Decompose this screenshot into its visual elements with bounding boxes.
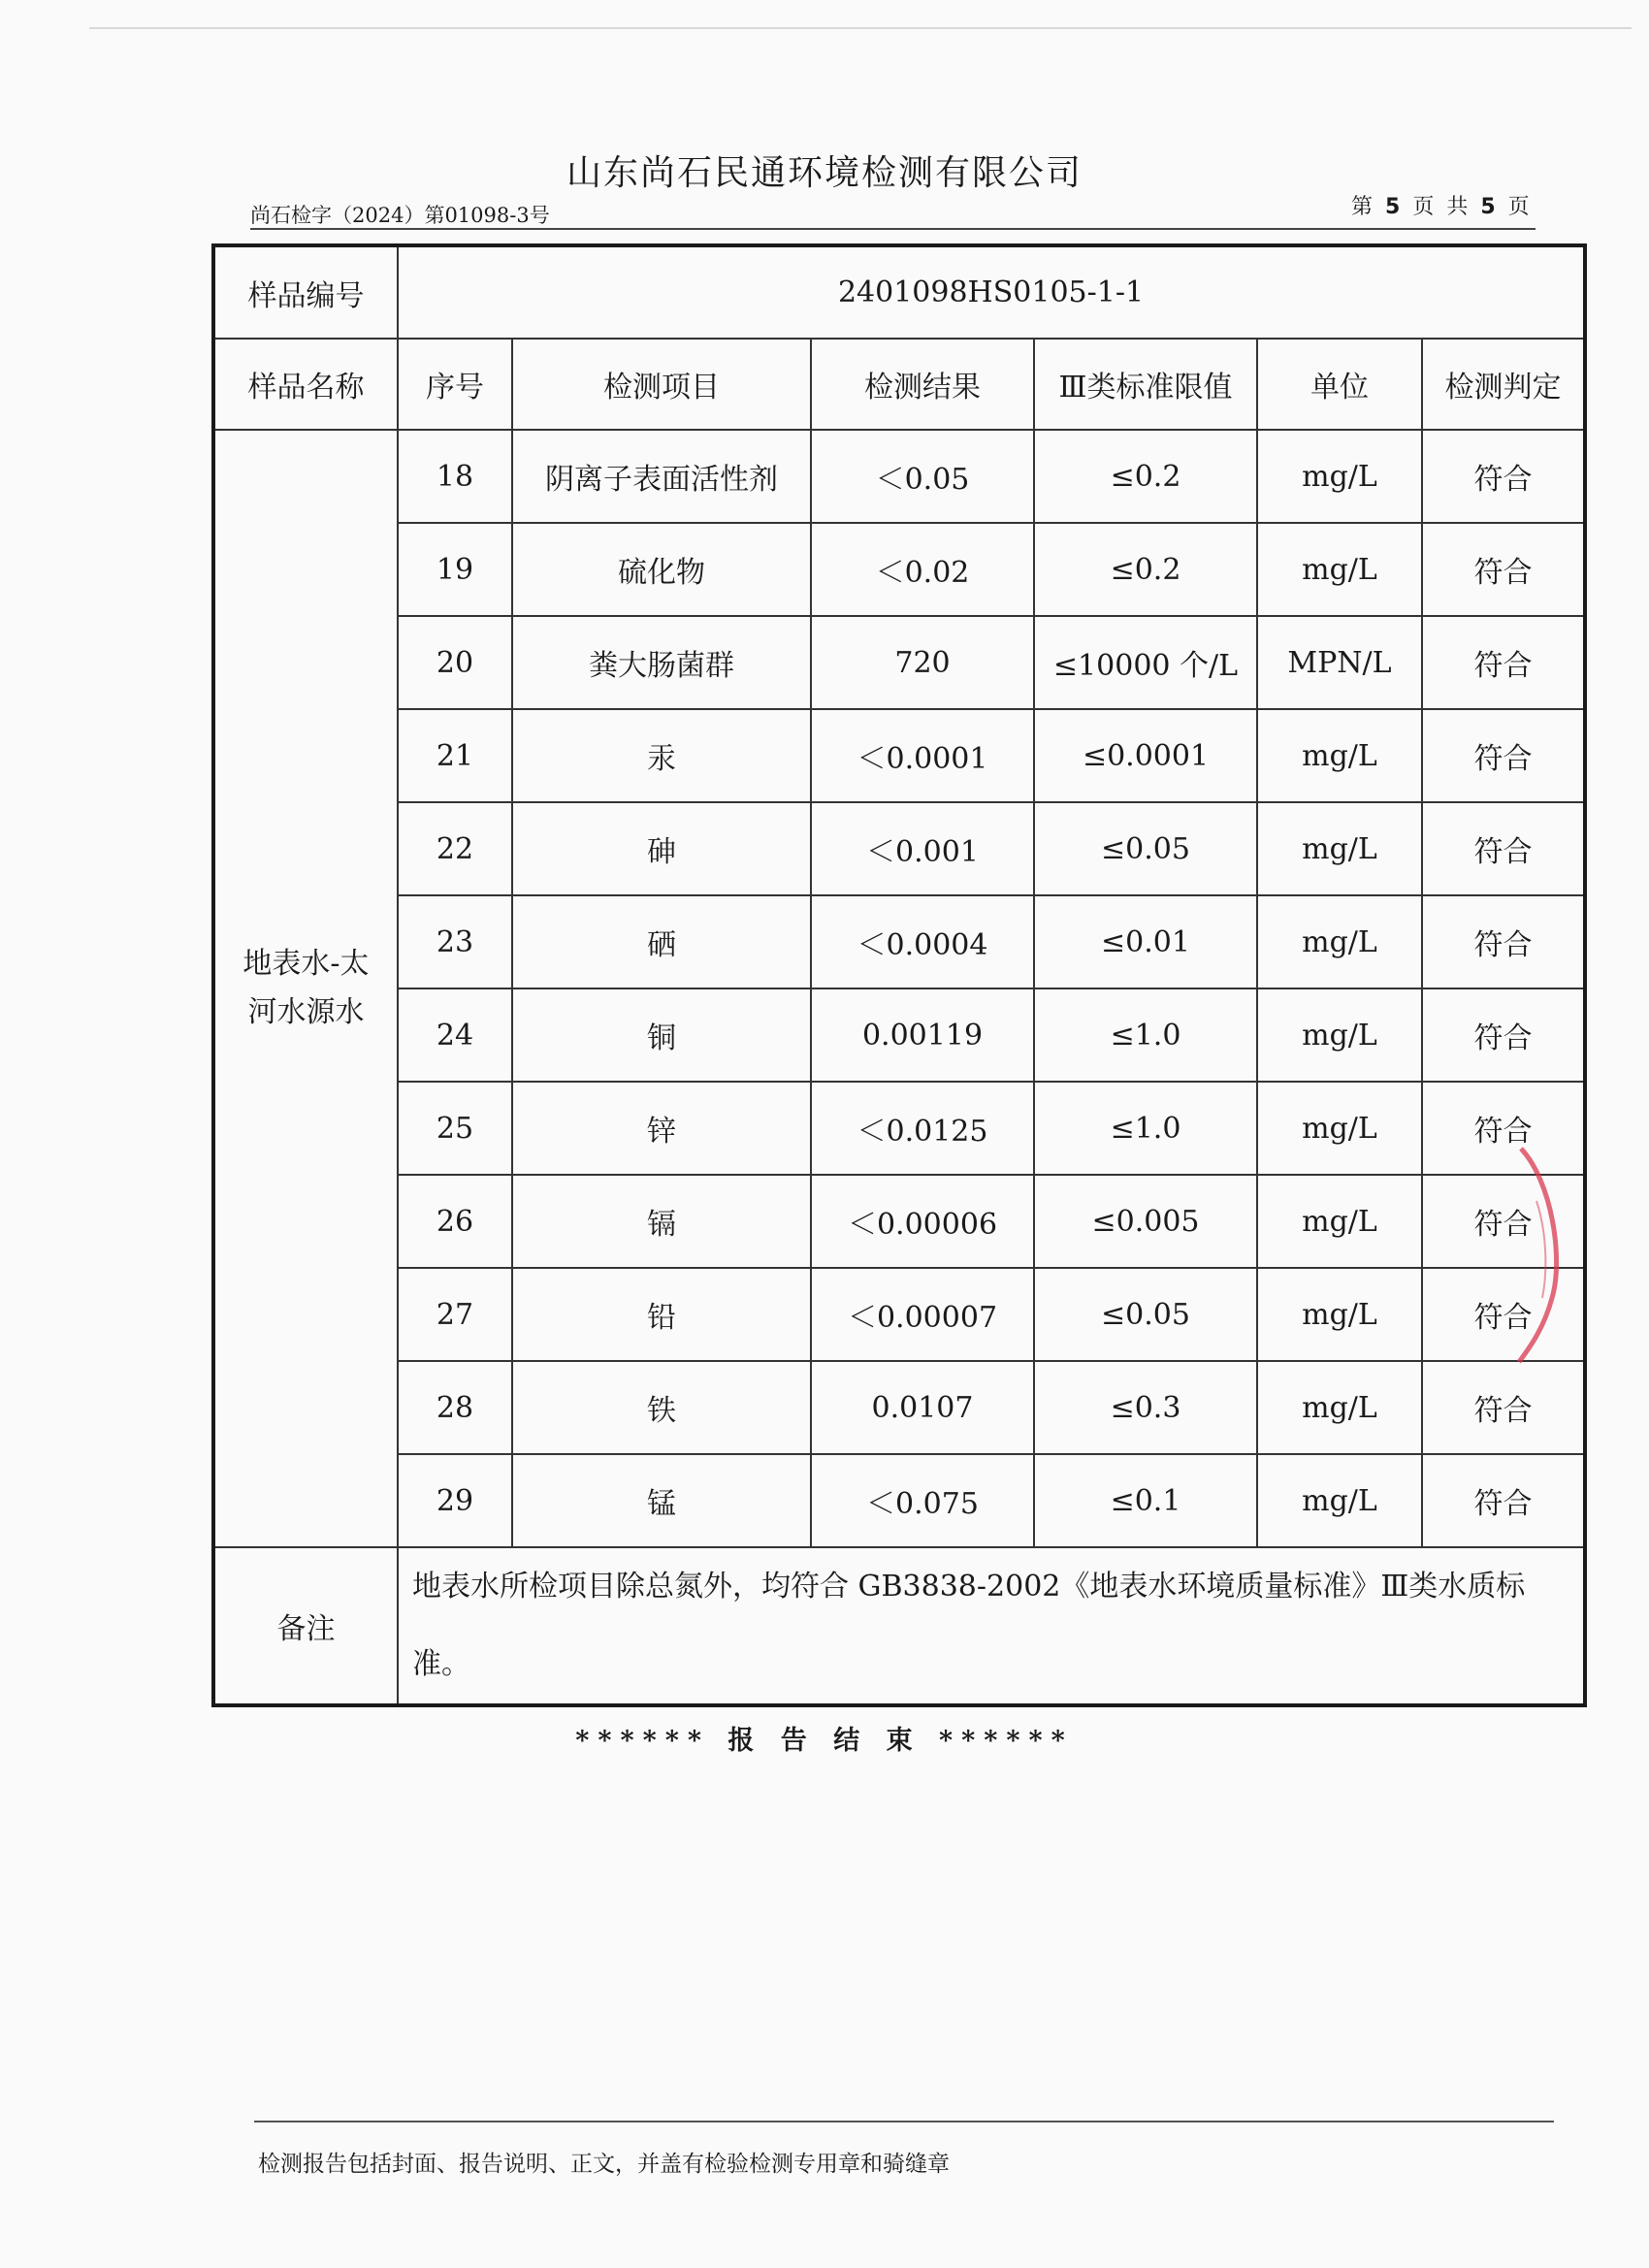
verdict-cell: 符合: [1422, 709, 1585, 802]
serial-no-cell: 18: [398, 430, 512, 523]
table-row: [213, 430, 1585, 523]
col-serial-no: 序号: [398, 339, 512, 430]
verdict-cell: 符合: [1422, 616, 1585, 709]
col-sample-name: 样品名称: [213, 339, 398, 430]
test-item-cell: 铅: [512, 1268, 811, 1361]
verdict-cell: 符合: [1422, 1082, 1585, 1175]
serial-no-cell: 28: [398, 1361, 512, 1454]
table-row: [213, 1454, 1585, 1547]
sample-id-label: 样品编号: [213, 245, 398, 339]
limit-cell: ≤0.0001: [1034, 709, 1257, 802]
serial-no-cell: 21: [398, 709, 512, 802]
test-item-cell: 阴离子表面活性剂: [512, 430, 811, 523]
footer-note: 检测报告包括封面、报告说明、正文，并盖有检验检测专用章和骑缝章: [258, 2152, 950, 2177]
page-label-prefix: 第: [1351, 195, 1376, 219]
remark-row: [213, 1547, 1585, 1705]
table-row: [213, 1082, 1585, 1175]
limit-cell: ≤0.2: [1034, 523, 1257, 616]
limit-cell: ≤0.01: [1034, 895, 1257, 988]
report-number: 尚石检字（2024）第01098-3号: [250, 204, 550, 227]
limit-cell: ≤0.05: [1034, 1268, 1257, 1361]
limit-cell: ≤1.0: [1034, 988, 1257, 1082]
test-item-cell: 汞: [512, 709, 811, 802]
column-header-row: [213, 339, 1585, 430]
unit-cell: MPN/L: [1257, 616, 1422, 709]
report-end-mark: ****** 报 告 结 束 ******: [575, 1726, 1074, 1756]
test-result-cell: ＜0.00007: [811, 1268, 1034, 1361]
table-row: [213, 1361, 1585, 1454]
unit-cell: mg/L: [1257, 1082, 1422, 1175]
verdict-cell: 符合: [1422, 802, 1585, 895]
unit-cell: mg/L: [1257, 802, 1422, 895]
limit-cell: ≤0.005: [1034, 1175, 1257, 1268]
test-result-cell: ＜0.0125: [811, 1082, 1034, 1175]
limit-cell: ≤1.0: [1034, 1082, 1257, 1175]
page-indicator: [1351, 190, 1533, 220]
unit-cell: mg/L: [1257, 709, 1422, 802]
test-result-cell: ＜0.001: [811, 802, 1034, 895]
table-row: [213, 802, 1585, 895]
top-scan-edge: [89, 27, 1632, 29]
test-item-cell: 铁: [512, 1361, 811, 1454]
company-name: 山东尚石民通环境检测有限公司: [566, 153, 1083, 193]
page-label-mid: 页 共: [1412, 195, 1471, 219]
test-result-cell: ＜0.075: [811, 1454, 1034, 1547]
col-test-item: 检测项目: [512, 339, 811, 430]
verdict-cell: 符合: [1422, 1361, 1585, 1454]
serial-no-cell: 29: [398, 1454, 512, 1547]
limit-cell: ≤0.05: [1034, 802, 1257, 895]
serial-no-cell: 26: [398, 1175, 512, 1268]
table-row: [213, 1175, 1585, 1268]
serial-no-cell: 19: [398, 523, 512, 616]
page-current: 5: [1385, 195, 1404, 219]
test-item-cell: 砷: [512, 802, 811, 895]
limit-cell: ≤10000 个/L: [1034, 616, 1257, 709]
serial-no-cell: 27: [398, 1268, 512, 1361]
test-result-cell: ＜0.00006: [811, 1175, 1034, 1268]
limit-cell: ≤0.1: [1034, 1454, 1257, 1547]
table-row: [213, 988, 1585, 1082]
col-unit: 单位: [1257, 339, 1422, 430]
test-item-cell: 锰: [512, 1454, 811, 1547]
test-result-cell: ＜0.02: [811, 523, 1034, 616]
verdict-cell: 符合: [1422, 1454, 1585, 1547]
serial-no-cell: 22: [398, 802, 512, 895]
test-results-table: [211, 243, 1587, 1707]
sample-id-row: [213, 245, 1585, 339]
sample-name-line2: 河水源水: [247, 995, 365, 1029]
page-label-suffix: 页: [1507, 195, 1533, 219]
sample-name-line1: 地表水-太: [242, 947, 370, 981]
verdict-cell: 符合: [1422, 523, 1585, 616]
table-row: [213, 1268, 1585, 1361]
sample-name-cell: [213, 430, 398, 1547]
unit-cell: mg/L: [1257, 1361, 1422, 1454]
unit-cell: mg/L: [1257, 988, 1422, 1082]
serial-no-cell: 20: [398, 616, 512, 709]
verdict-cell: 符合: [1422, 1175, 1585, 1268]
sample-id-value: 2401098HS0105-1-1: [398, 245, 1585, 339]
test-item-cell: 镉: [512, 1175, 811, 1268]
table-row: [213, 523, 1585, 616]
seal-stamp-edge: [1513, 1143, 1591, 1366]
test-result-cell: 0.00119: [811, 988, 1034, 1082]
test-item-cell: 锌: [512, 1082, 811, 1175]
verdict-cell: 符合: [1422, 430, 1585, 523]
footer-divider: [254, 2121, 1554, 2122]
unit-cell: mg/L: [1257, 430, 1422, 523]
col-class3-limit: Ⅲ类标准限值: [1034, 339, 1257, 430]
verdict-cell: 符合: [1422, 895, 1585, 988]
test-item-cell: 硒: [512, 895, 811, 988]
test-item-cell: 硫化物: [512, 523, 811, 616]
table-row: [213, 895, 1585, 988]
test-result-cell: ＜0.0004: [811, 895, 1034, 988]
test-result-cell: 720: [811, 616, 1034, 709]
unit-cell: mg/L: [1257, 523, 1422, 616]
col-test-result: 检测结果: [811, 339, 1034, 430]
serial-no-cell: 25: [398, 1082, 512, 1175]
serial-no-cell: 24: [398, 988, 512, 1082]
unit-cell: mg/L: [1257, 895, 1422, 988]
remark-text: 地表水所检项目除总氮外，均符合 GB3838-2002《地表水环境质量标准》Ⅲ类水质标准。: [398, 1547, 1585, 1705]
table-row: [213, 616, 1585, 709]
col-verdict: 检测判定: [1422, 339, 1585, 430]
test-item-cell: 粪大肠菌群: [512, 616, 811, 709]
test-result-cell: ＜0.05: [811, 430, 1034, 523]
table-row: [213, 709, 1585, 802]
test-result-cell: 0.0107: [811, 1361, 1034, 1454]
test-result-cell: ＜0.0001: [811, 709, 1034, 802]
unit-cell: mg/L: [1257, 1175, 1422, 1268]
page-total: 5: [1480, 195, 1499, 219]
unit-cell: mg/L: [1257, 1454, 1422, 1547]
verdict-cell: 符合: [1422, 1268, 1585, 1361]
limit-cell: ≤0.3: [1034, 1361, 1257, 1454]
header-divider: [250, 228, 1536, 230]
test-item-cell: 铜: [512, 988, 811, 1082]
serial-no-cell: 23: [398, 895, 512, 988]
verdict-cell: 符合: [1422, 988, 1585, 1082]
remark-label: 备注: [213, 1547, 398, 1705]
unit-cell: mg/L: [1257, 1268, 1422, 1361]
limit-cell: ≤0.2: [1034, 430, 1257, 523]
